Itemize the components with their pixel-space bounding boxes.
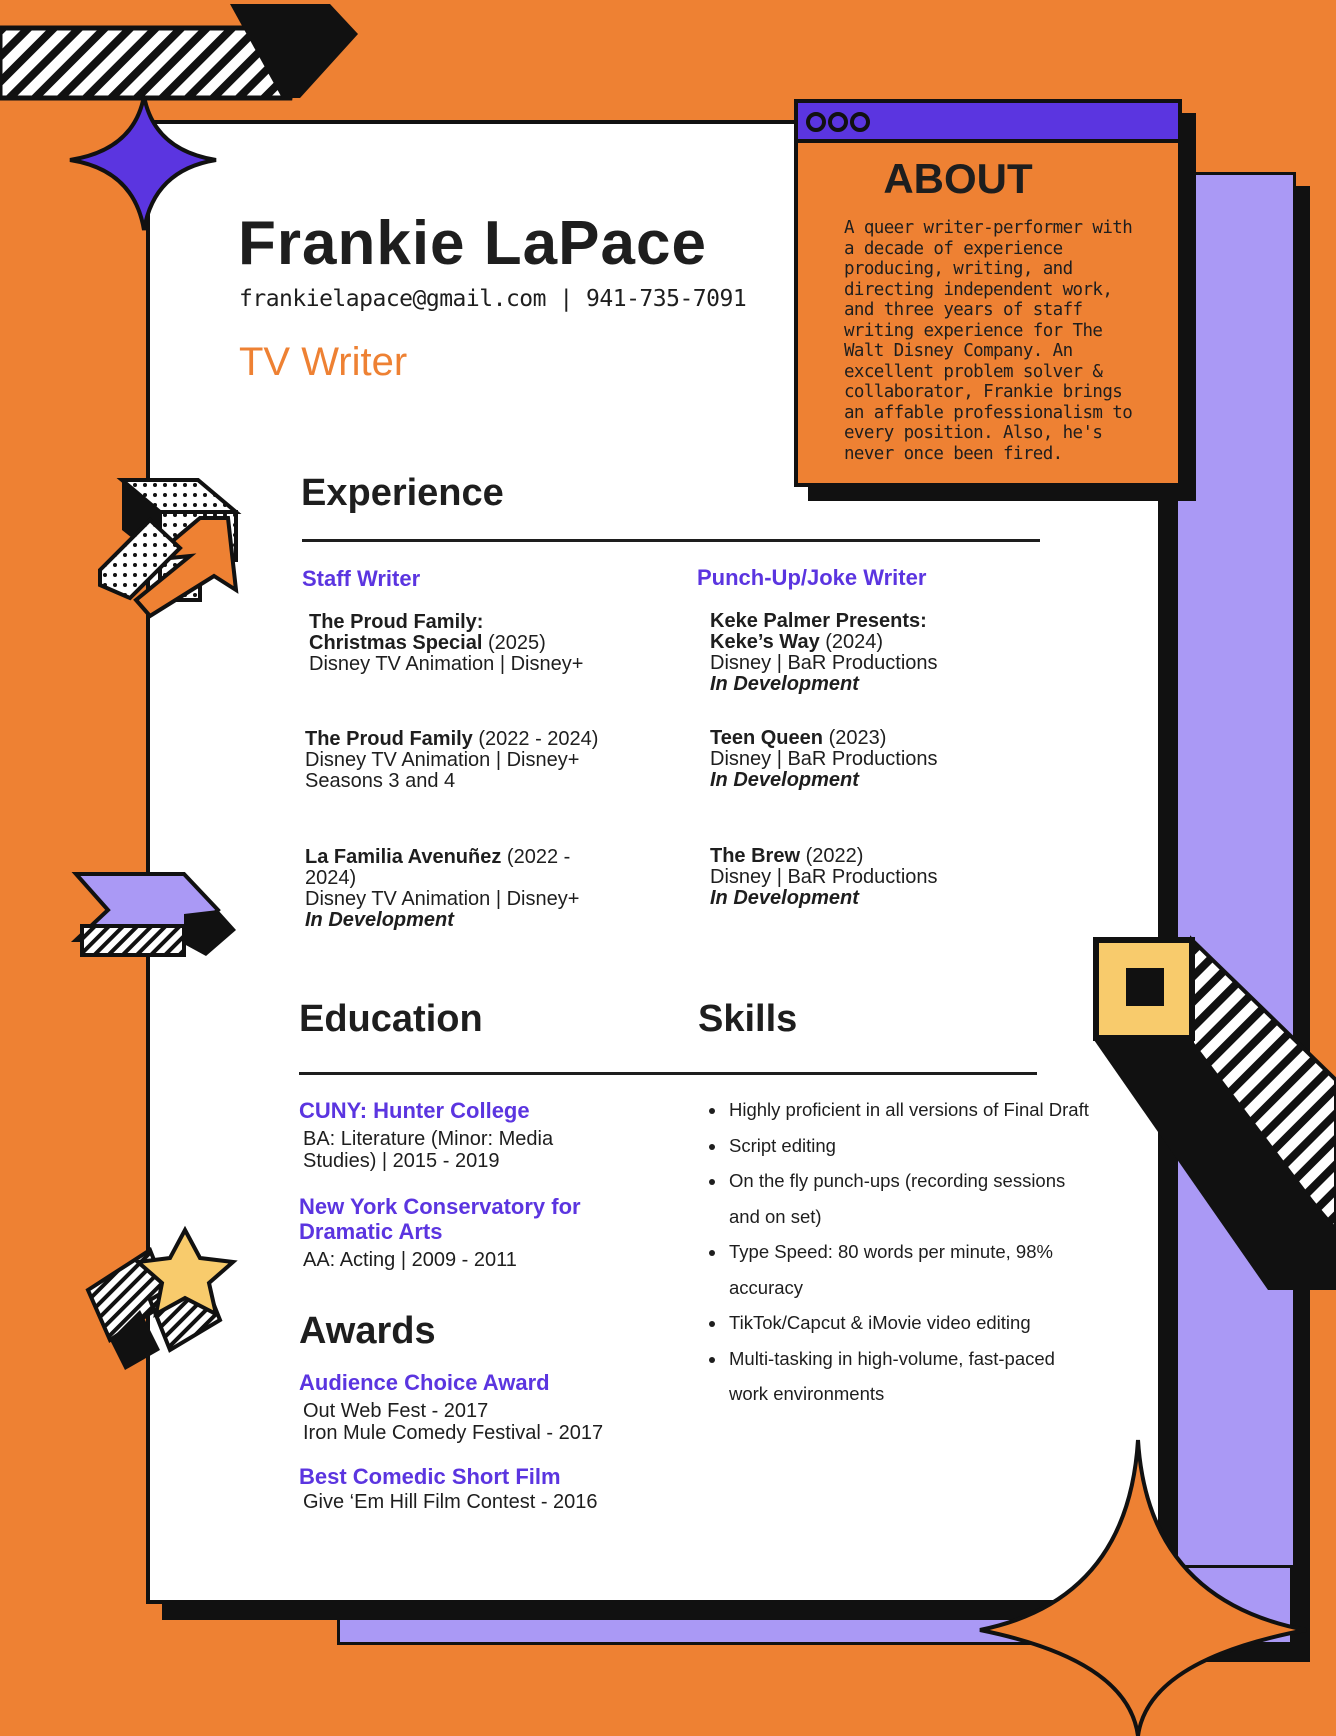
window-dot-icon (828, 112, 848, 132)
about-title-bar (798, 103, 1178, 143)
job-entry: The Brew (2022) Disney | BaR Productions In Development (710, 845, 938, 909)
list-item: • TikTok/Capcut & iMovie video editing (727, 1305, 1097, 1341)
list-item: • Type Speed: 80 words per minute, 98% accuracy (727, 1234, 1097, 1305)
staff-writer-heading: Staff Writer (302, 566, 421, 591)
education-divider (299, 1072, 1037, 1075)
education-heading: Education (299, 998, 483, 1040)
school-name: CUNY: Hunter College (299, 1098, 530, 1123)
candidate-name: Frankie LaPace (238, 209, 707, 278)
about-window (794, 99, 1182, 487)
award-detail: Out Web Fest - 2017 Iron Mule Comedy Festival - 2017 (303, 1400, 604, 1444)
awards-heading: Awards (299, 1310, 436, 1352)
award-detail: Give ‘Em Hill Film Contest - 2016 (303, 1491, 598, 1513)
job-entry: La Familia Avenuñez (2022 - 2024) Disney TV Animation | Disney+ In Development (305, 846, 580, 931)
experience-heading: Experience (301, 472, 504, 514)
list-item: • Script editing (727, 1128, 1097, 1164)
about-text: A queer writer-performer with a decade of experience producing, writing, and directing independent work, and three years of staff writing experience for The Walt Disney Company. An excellent problem solver & collaborator, Frankie brings an affable professionalism to every position. Also, he's never once been fired. (844, 218, 1133, 464)
list-item: • On the fly punch-ups (recording sessions and on set) (727, 1163, 1097, 1234)
job-entry: Teen Queen (2023) Disney | BaR Productions In Development (710, 727, 938, 791)
school-degree: AA: Acting | 2009 - 2011 (303, 1249, 517, 1271)
job-entry: The Proud Family: Christmas Special (2025) Disney TV Animation | Disney+ (309, 611, 584, 675)
punch-up-heading: Punch-Up/Joke Writer (697, 565, 927, 590)
skills-heading: Skills (698, 998, 798, 1040)
job-entry: The Proud Family (2022 - 2024) Disney TV Animation | Disney+ Seasons 3 and 4 (305, 728, 599, 792)
window-dot-icon (850, 112, 870, 132)
school-degree: BA: Literature (Minor: Media Studies) | 2015 - 2019 (303, 1128, 554, 1172)
role-title: TV Writer (239, 340, 408, 384)
job-entry: Keke Palmer Presents: Keke’s Way (2024) Disney | BaR Productions In Development (710, 610, 938, 695)
skills-list (703, 1092, 1097, 1412)
experience-divider (302, 539, 1040, 542)
award-name: Best Comedic Short Film (299, 1464, 561, 1489)
list-item: • Multi-tasking in high-volume, fast-paced work environments (727, 1341, 1097, 1412)
award-name: Audience Choice Award (299, 1370, 550, 1395)
window-dot-icon (806, 112, 826, 132)
contact-line: frankielapace@gmail.com | 941-735-7091 (239, 286, 747, 312)
list-item: • Highly proficient in all versions of Final Draft (727, 1092, 1097, 1128)
striped-banner-icon (0, 4, 358, 98)
school-name: New York Conservatory for Dramatic Arts (299, 1194, 581, 1244)
about-heading: ABOUT (883, 155, 1033, 202)
